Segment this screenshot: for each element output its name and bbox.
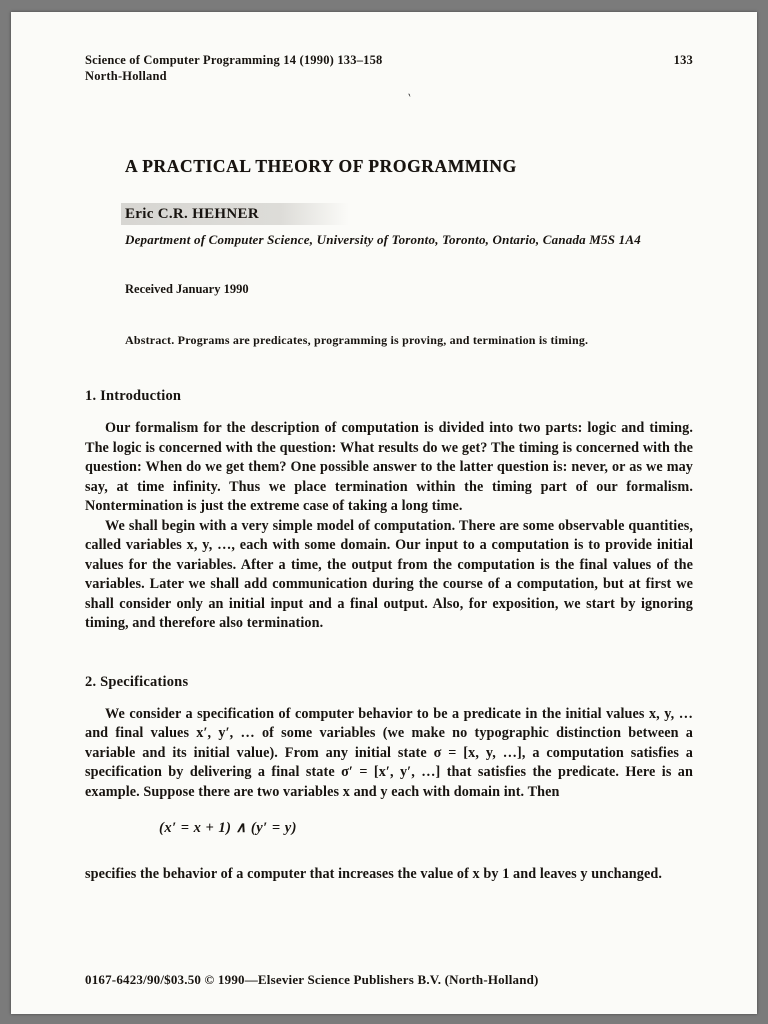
introduction-paragraph-1: Our formalism for the description of computation is divided into two parts: logic and timing. The logic is concerned with the question: What results do we get? The timing is concerned with the question: When do we get them? One possible answer to the latter question is: never, or as we may say, at time infinity. Thus we place termination within the timing part of our formalism. Nontermination is just the extreme case of taking a long time. — [85, 420, 693, 514]
author-highlight-band — [121, 203, 349, 225]
article-head — [125, 84, 693, 348]
specifications-paragraph-1: We consider a specification of computer behavior to be a predicate in the initial values x, y, … and final values x′, y′, … of some variables (we make no typographic distinction between a variable and its initial value). From any initial state σ = [x, y, …], a computation satisfies a specification by delivering a final state σ′ = [x′, y′, …] that satisfies the predicate. Here is an example. Suppose there are two variables x and y each with domain int. Then — [85, 705, 693, 800]
publisher-name: North-Holland — [85, 69, 167, 83]
scan-artifact-mark: ‵ — [405, 92, 412, 109]
paper-title: A PRACTICAL THEORY OF PROGRAMMING — [125, 156, 517, 176]
introduction-paragraph-2: We shall begin with a very simple model of computation. There are some observable quantities, called variables x, y, …, each with some domain. Our input to a computation is to provide initial values for the variables. After a time, the output from the computation is the final values of the variables. Later we shall add communication during the course of a computation, but at first we shall consider only an initial input and a final output. Also, for exposition, we start by ignoring timing, and therefore also termination. — [85, 517, 693, 631]
page-header — [85, 52, 693, 84]
specification-formula: (x′ = x + 1) ∧ (y′ = y) — [159, 820, 297, 836]
journal-info — [85, 52, 383, 84]
specifications-continuation: specifies the behavior of a computer that increases the value of x by 1 and leaves y unchanged. — [85, 866, 662, 882]
paper-page — [11, 12, 757, 1014]
abstract — [125, 333, 693, 348]
page-number: 133 — [673, 53, 693, 67]
received-date: Received January 1990 — [125, 282, 249, 296]
author-affiliation: Department of Computer Science, University of Toronto, Toronto, Ontario, Canada M5S 1A4 — [125, 232, 641, 247]
author-name: Eric C.R. HEHNER — [125, 206, 259, 222]
journal-citation: Science of Computer Programming 14 (1990) 133–158 — [85, 53, 383, 67]
copyright-footer: 0167-6423/90/$03.50 © 1990—Elsevier Science Publishers B.V. (North-Holland) — [85, 972, 539, 987]
section-heading-introduction: 1. Introduction — [85, 388, 182, 404]
section-heading-specifications: 2. Specifications — [85, 673, 189, 690]
abstract-text: Programs are predicates, programming is proving, and termination is timing. — [177, 333, 589, 347]
abstract-label: Abstract. — [125, 333, 175, 347]
